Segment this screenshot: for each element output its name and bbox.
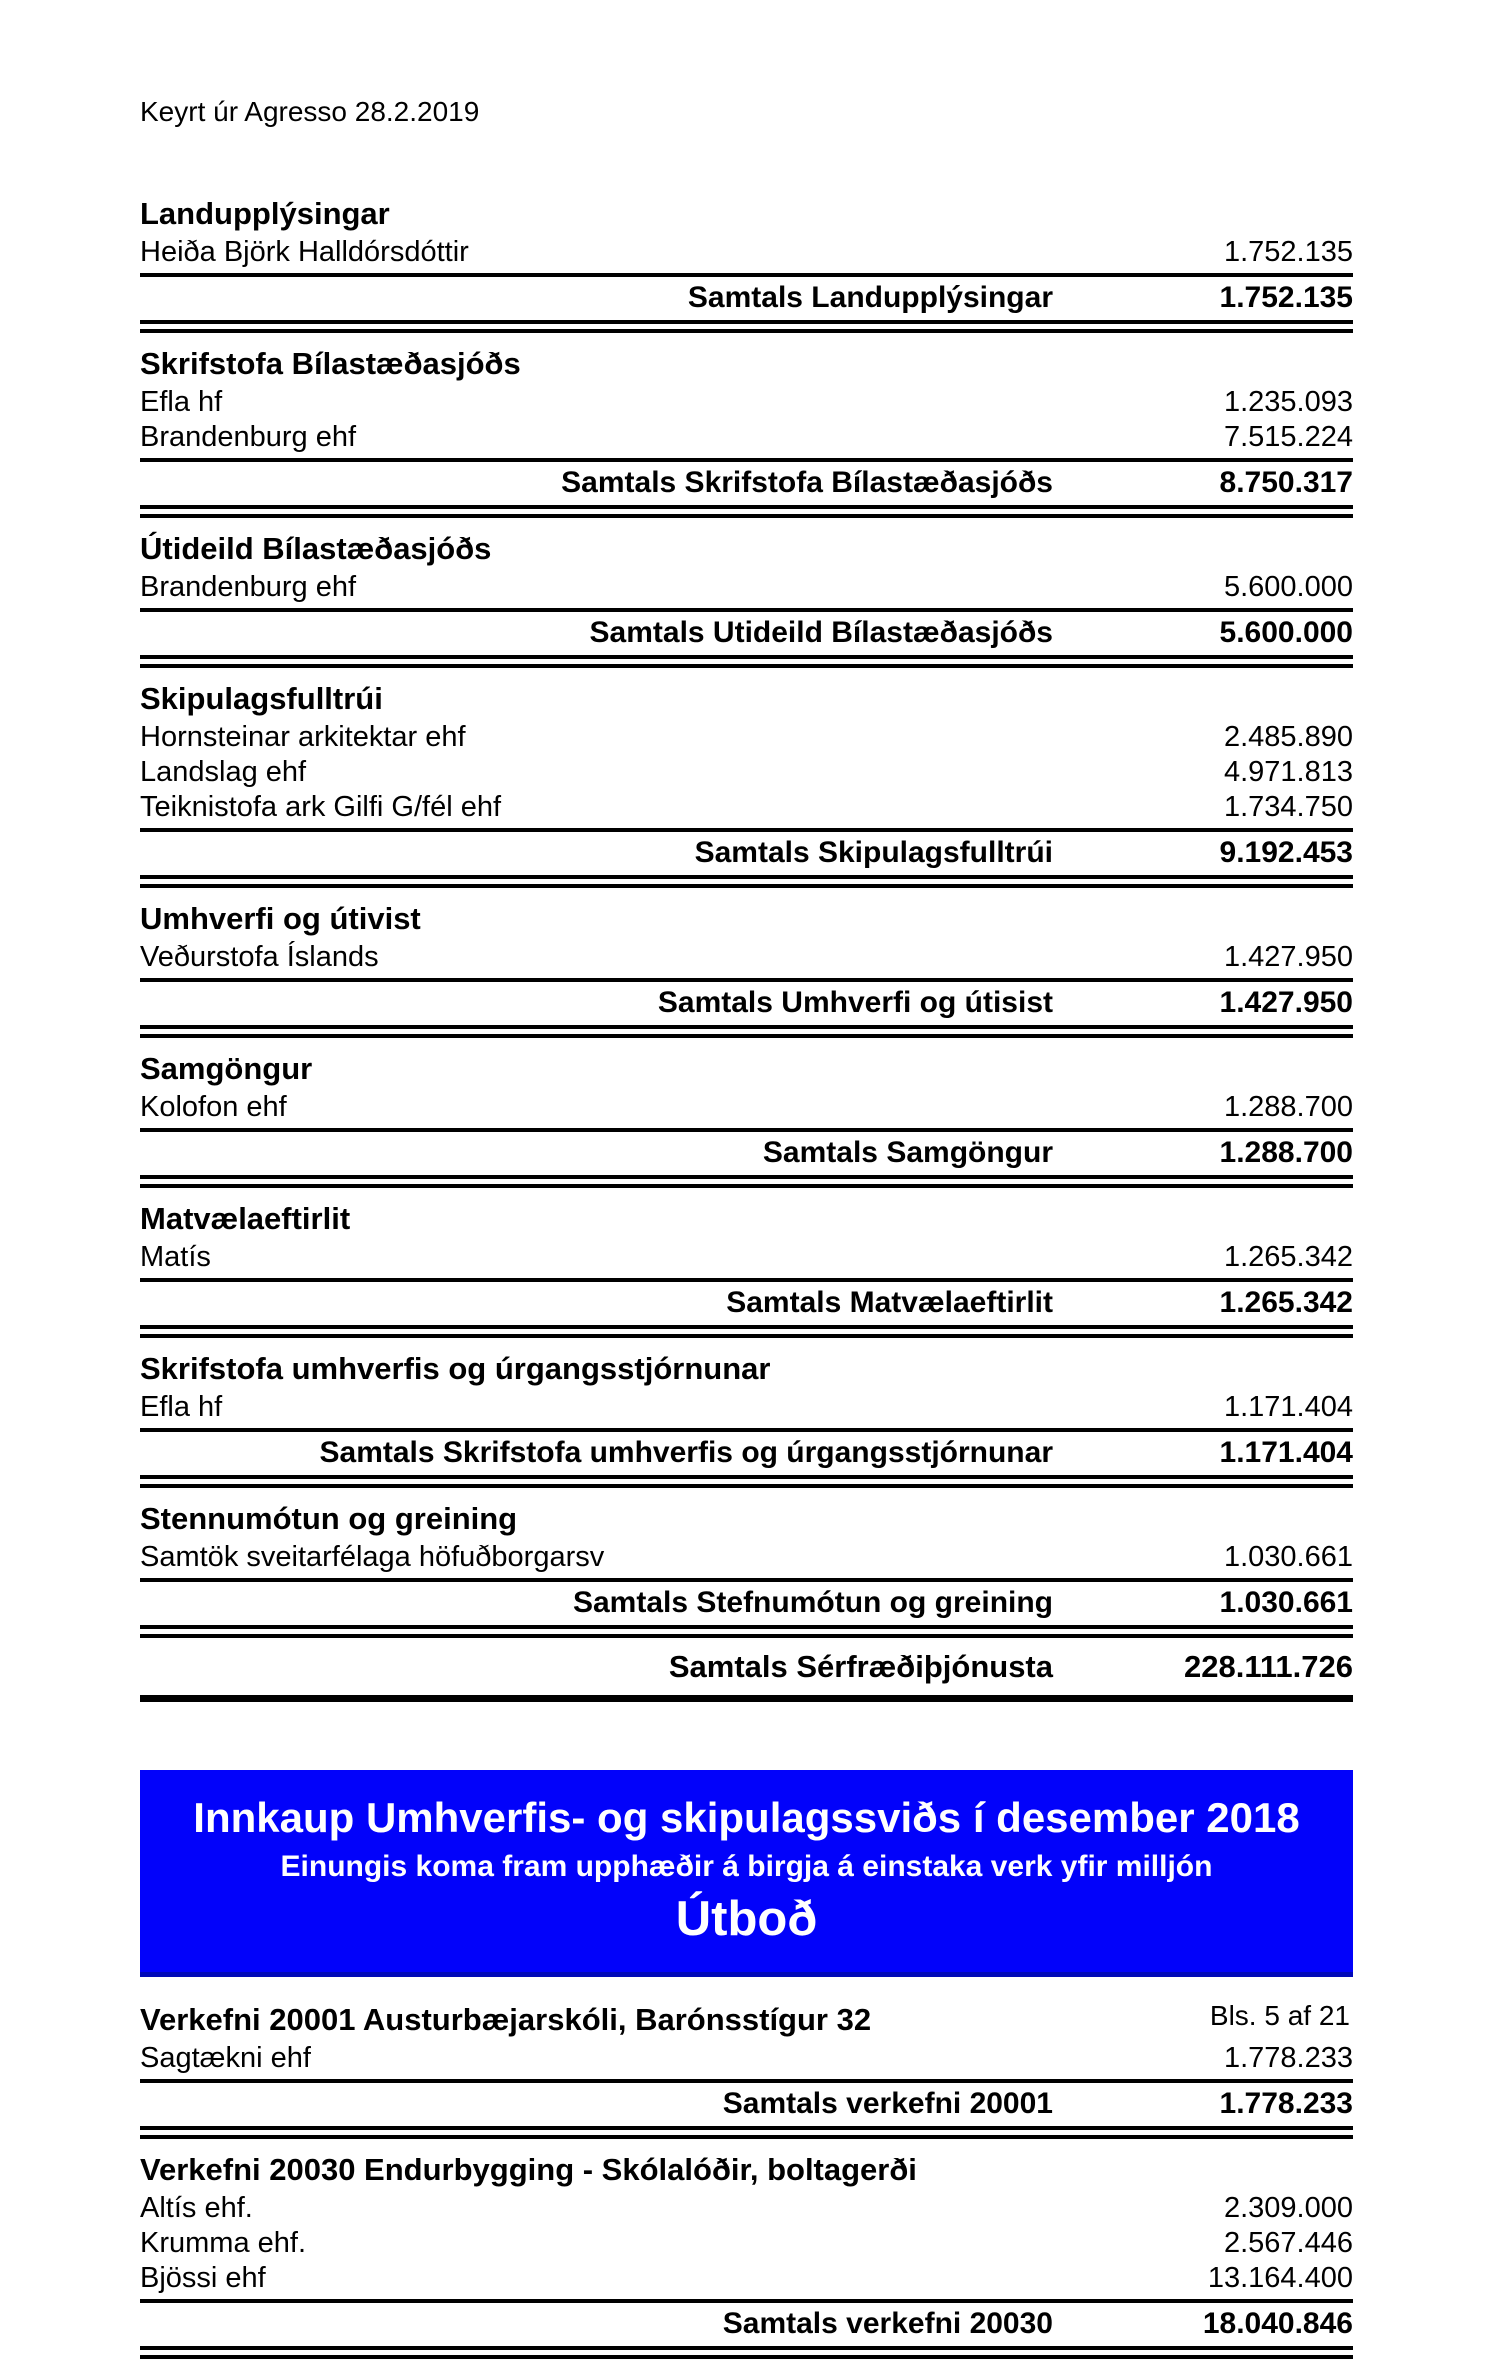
section-detail-rows	[140, 235, 1353, 277]
section-detail-rows	[140, 2191, 1353, 2303]
section-total-row	[140, 277, 1353, 318]
section-total-amount: 1.030.661	[1219, 1586, 1353, 1619]
report-section	[140, 2151, 1353, 2359]
section-title: Verkefni 20030 Endurbygging - Skólalóðir, boltagerði	[140, 2152, 917, 2187]
section-total-row	[140, 2303, 1353, 2344]
vendor-name: Kolofon ehf	[140, 1091, 287, 1123]
banner-title: Innkaup Umhverfis- og skipulagssviðs í desember 2018	[193, 1794, 1300, 1841]
vendor-name: Krumma ehf.	[140, 2227, 306, 2259]
section-total-row	[140, 462, 1353, 503]
section-total-amount: 1.778.233	[1219, 2087, 1353, 2120]
section-total-amount: 1.752.135	[1219, 281, 1353, 314]
table-row	[140, 2191, 1353, 2226]
table-row	[140, 1090, 1353, 1125]
section-bottom-rule	[140, 1325, 1353, 1338]
amount: 1.734.750	[1223, 791, 1353, 823]
vendor-name: Matís	[140, 1241, 211, 1273]
vendor-name: Heiða Björk Halldórsdóttir	[140, 236, 469, 268]
table-row	[140, 2261, 1353, 2296]
section-total-row	[140, 1132, 1353, 1173]
page-number: Bls. 5 af 21	[1209, 2000, 1350, 2031]
section-total-row	[140, 832, 1353, 873]
amount: 1.171.404	[1223, 1391, 1353, 1423]
amount: 1.427.950	[1223, 941, 1353, 973]
amount: 1.752.135	[1223, 236, 1353, 268]
section-total-row	[140, 1282, 1353, 1323]
vendor-name: Brandenburg ehf	[140, 421, 357, 453]
section-total-row	[140, 1582, 1353, 1623]
amount: 13.164.400	[1207, 2262, 1353, 2294]
section-title: Samgöngur	[140, 1051, 313, 1086]
grand-total-rule	[140, 1695, 1353, 1702]
section-total-label: Samtals Landupplýsingar	[687, 281, 1053, 314]
report-section	[140, 2001, 1353, 2139]
report-section	[140, 1200, 1353, 1338]
section-total-amount: 1.288.700	[1219, 1136, 1353, 1169]
section-title: Matvælaeftirlit	[140, 1201, 351, 1236]
amount: 2.567.446	[1223, 2227, 1353, 2259]
purchases-banner	[140, 1770, 1353, 1977]
report-section	[140, 345, 1353, 518]
table-row	[140, 385, 1353, 420]
section-title: Stennumótun og greining	[140, 1501, 518, 1536]
tender-projects-report	[140, 2001, 1353, 2359]
grand-total-label: Samtals Sérfræðiþjónusta	[668, 1649, 1053, 1684]
amount: 1.030.661	[1223, 1541, 1353, 1573]
section-title: Útideild Bílastæðasjóðs	[140, 531, 492, 566]
report-section	[140, 1050, 1353, 1188]
banner-subtitle: Einungis koma fram upphæðir á birgja á einstaka verk yfir milljón	[280, 1850, 1213, 1883]
report-section	[140, 530, 1353, 668]
report-section	[140, 680, 1353, 888]
amount: 2.309.000	[1223, 2192, 1353, 2224]
print-header: Keyrt úr Agresso 28.2.2019	[140, 96, 480, 127]
table-row	[140, 1540, 1353, 1575]
table-row	[140, 570, 1353, 605]
section-total-label: Samtals Skrifstofa umhverfis og úrgangsstjórnunar	[319, 1436, 1053, 1469]
section-total-label: Samtals Samgöngur	[762, 1136, 1053, 1169]
section-total-label: Samtals Skipulagsfulltrúi	[694, 836, 1053, 869]
section-bottom-rule	[140, 505, 1353, 518]
section-bottom-rule	[140, 1475, 1353, 1488]
table-row	[140, 755, 1353, 790]
section-total-amount: 8.750.317	[1219, 466, 1353, 499]
table-row	[140, 420, 1353, 455]
vendor-name: Veðurstofa Íslands	[140, 941, 379, 973]
report-section	[140, 1350, 1353, 1488]
section-title: Skrifstofa Bílastæðasjóðs	[140, 346, 521, 381]
section-detail-rows	[140, 1390, 1353, 1432]
section-bottom-rule	[140, 2126, 1353, 2139]
section-total-label: Samtals verkefni 20001	[722, 2087, 1053, 2120]
report-section	[140, 1500, 1353, 1638]
section-bottom-rule	[140, 1625, 1353, 1638]
amount: 1.235.093	[1223, 386, 1353, 418]
section-detail-rows	[140, 1540, 1353, 1582]
vendor-name: Efla hf	[140, 386, 223, 418]
report-section	[140, 900, 1353, 1038]
amount: 4.971.813	[1223, 756, 1353, 788]
amount: 2.485.890	[1223, 721, 1353, 753]
section-bottom-rule	[140, 655, 1353, 668]
section-detail-rows	[140, 385, 1353, 462]
vendor-name: Hornsteinar arkitektar ehf	[140, 721, 466, 753]
grand-total-row	[140, 1642, 1353, 1692]
vendor-name: Bjössi ehf	[140, 2262, 266, 2294]
section-detail-rows	[140, 570, 1353, 612]
vendor-name: Samtök sveitarfélaga höfuðborgarsv	[140, 1541, 605, 1573]
vendor-name: Teiknistofa ark Gilfi G/fél ehf	[140, 791, 502, 823]
section-total-label: Samtals Stefnumótun og greining	[572, 1586, 1053, 1619]
table-row	[140, 2041, 1353, 2076]
section-bottom-rule	[140, 1025, 1353, 1038]
section-bottom-rule	[140, 320, 1353, 333]
table-row	[140, 235, 1353, 270]
table-row	[140, 940, 1353, 975]
table-row	[140, 1240, 1353, 1275]
expense-report	[140, 195, 1353, 1638]
report-section	[140, 195, 1353, 333]
section-detail-rows	[140, 720, 1353, 832]
section-total-amount: 5.600.000	[1219, 616, 1353, 649]
amount: 1.288.700	[1223, 1091, 1353, 1123]
amount: 1.778.233	[1223, 2042, 1353, 2074]
section-total-amount: 18.040.846	[1202, 2307, 1353, 2340]
section-title: Landupplýsingar	[140, 196, 390, 231]
section-total-label: Samtals Umhverfi og útisist	[657, 986, 1053, 1019]
section-bottom-rule	[140, 2346, 1353, 2359]
section-title: Skipulagsfulltrúi	[140, 681, 383, 716]
section-detail-rows	[140, 1240, 1353, 1282]
section-detail-rows	[140, 1090, 1353, 1132]
section-total-amount: 9.192.453	[1219, 836, 1353, 869]
section-detail-rows	[140, 2041, 1353, 2083]
section-title: Umhverfi og útivist	[140, 901, 421, 936]
amount: 7.515.224	[1223, 421, 1353, 453]
amount: 1.265.342	[1223, 1241, 1353, 1273]
table-row	[140, 790, 1353, 825]
section-total-label: Samtals Matvælaeftirlit	[726, 1286, 1053, 1319]
section-total-label: Samtals verkefni 20030	[722, 2307, 1053, 2340]
section-total-row	[140, 612, 1353, 653]
vendor-name: Sagtækni ehf	[140, 2042, 311, 2074]
section-detail-rows	[140, 940, 1353, 982]
section-total-label: Samtals Skrifstofa Bílastæðasjóðs	[561, 466, 1053, 499]
vendor-name: Altís ehf.	[140, 2192, 253, 2224]
section-total-label: Samtals Utideild Bílastæðasjóðs	[589, 616, 1053, 649]
section-bottom-rule	[140, 1175, 1353, 1188]
section-total-amount: 1.265.342	[1219, 1286, 1353, 1319]
section-title: Verkefni 20001 Austurbæjarskóli, Barónsstígur 32	[140, 2002, 872, 2037]
section-total-row	[140, 982, 1353, 1023]
section-total-row	[140, 2083, 1353, 2124]
section-total-amount: 1.427.950	[1219, 986, 1353, 1019]
grand-total-amount: 228.111.726	[1184, 1649, 1353, 1684]
amount: 5.600.000	[1223, 571, 1353, 603]
table-row	[140, 2226, 1353, 2261]
section-total-amount: 1.171.404	[1219, 1436, 1353, 1469]
banner-heading: Útboð	[675, 1892, 818, 1946]
vendor-name: Brandenburg ehf	[140, 571, 357, 603]
section-total-row	[140, 1432, 1353, 1473]
vendor-name: Efla hf	[140, 1391, 223, 1423]
table-row	[140, 1390, 1353, 1425]
section-bottom-rule	[140, 875, 1353, 888]
table-row	[140, 720, 1353, 755]
vendor-name: Landslag ehf	[140, 756, 307, 788]
section-title: Skrifstofa umhverfis og úrgangsstjórnunar	[140, 1351, 771, 1386]
